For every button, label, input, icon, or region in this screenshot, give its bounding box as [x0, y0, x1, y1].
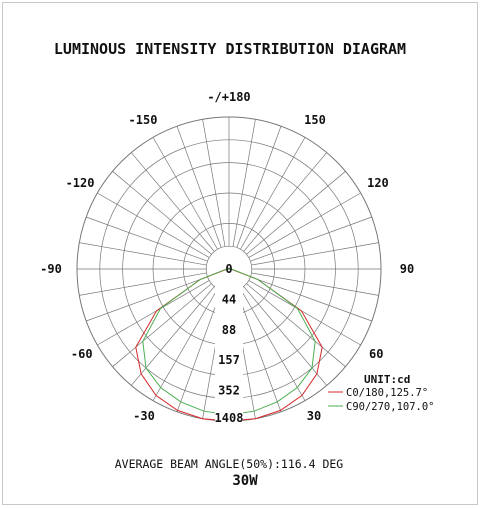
radial-label: 88 [221, 322, 237, 337]
footer-beam-angle: AVERAGE BEAM ANGLE(50%):116.4 DEG [114, 457, 344, 471]
angle-label: -120 [65, 176, 95, 190]
legend-label: C90/270,107.0° [346, 401, 435, 413]
angle-label: -/+180 [207, 90, 251, 104]
legend [328, 387, 435, 413]
angle-label: 60 [368, 347, 384, 361]
angle-label: -90 [40, 262, 62, 276]
angle-label: -150 [128, 113, 158, 128]
radial-label: 44 [221, 292, 237, 307]
angle-label: -30 [133, 409, 155, 424]
legend-label: C0/180,125.7° [346, 387, 429, 399]
radial-label: 352 [218, 383, 240, 398]
center-label: 0 [225, 262, 233, 276]
angle-label: -60 [70, 347, 93, 361]
chart-title: LUMINOUS INTENSITY DISTRIBUTION DIAGRAM [53, 40, 407, 58]
unit-label: UNIT:cd [364, 373, 411, 386]
angle-label: 30 [306, 409, 322, 424]
power-label: 30W [232, 473, 258, 489]
radial-label: 1408 [214, 410, 244, 425]
angle-label: 90 [399, 262, 415, 276]
radial-label: 157 [218, 353, 240, 368]
angle-label: 150 [304, 113, 326, 128]
angle-label: 120 [367, 176, 389, 190]
